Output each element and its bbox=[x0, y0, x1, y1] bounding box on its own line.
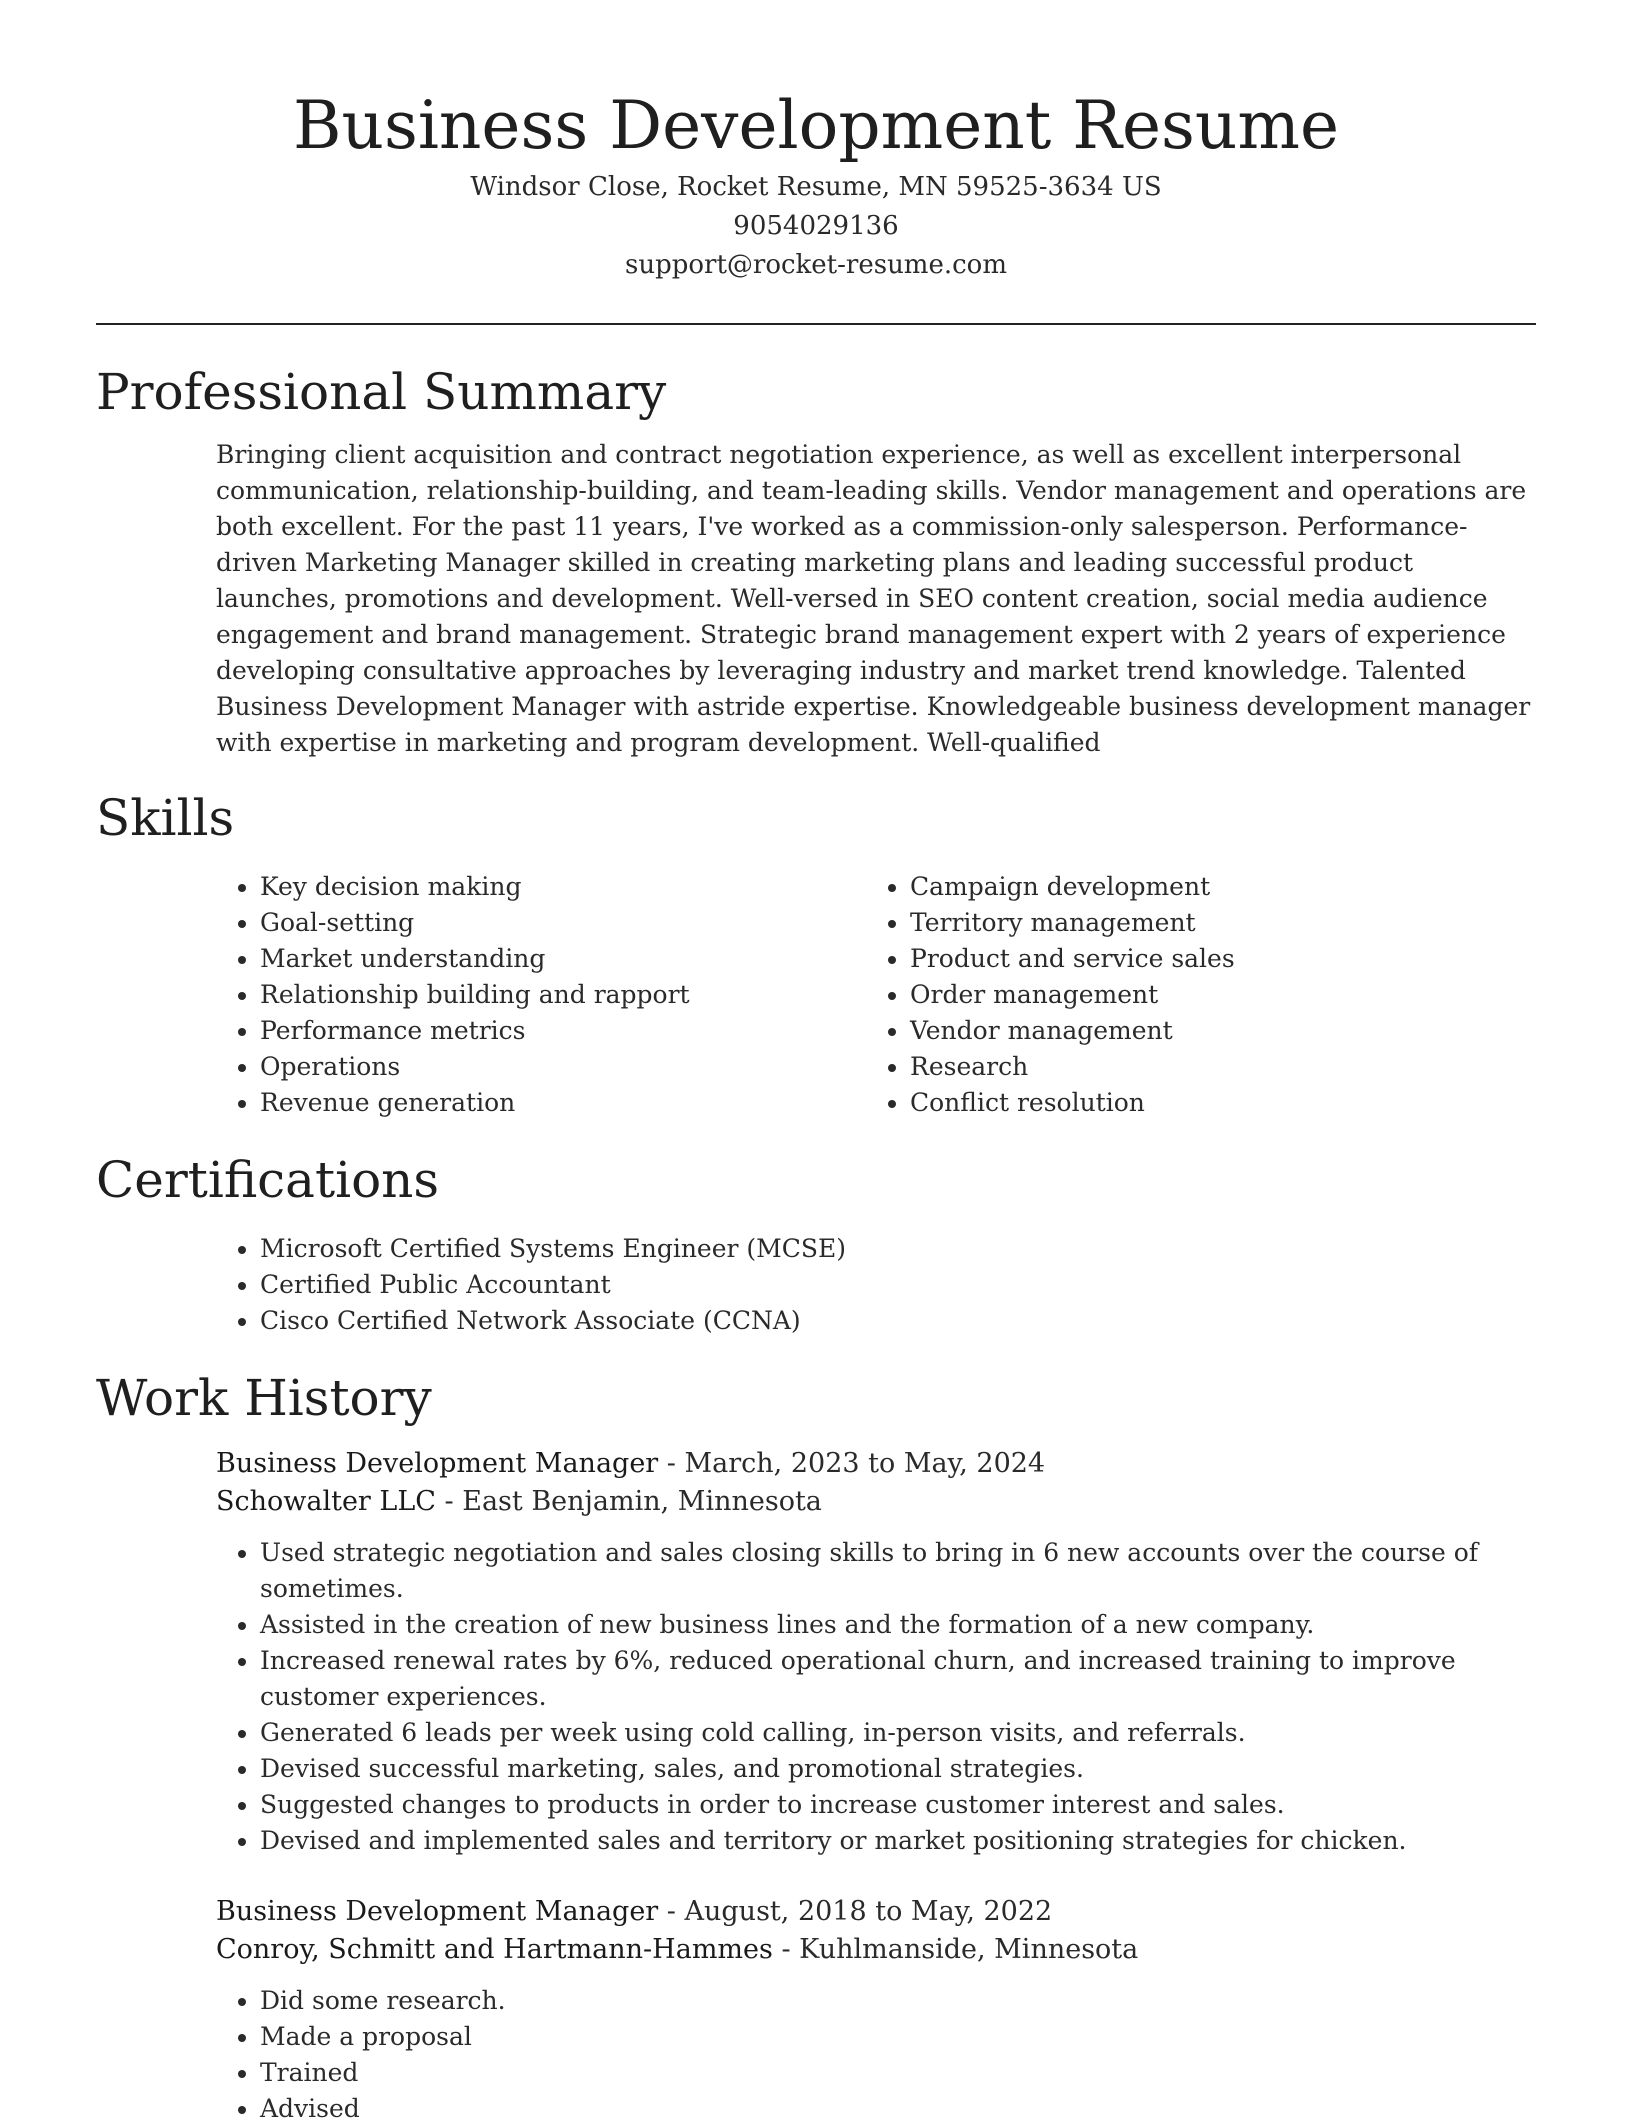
job-bullet-item: • Suggested changes to products in order to increase customer interest and sales. bbox=[260, 1787, 1536, 1823]
job-bullets-wrapper bbox=[216, 1983, 1536, 2127]
resume-name: Business Development Resume bbox=[292, 87, 1340, 164]
skills-list-right bbox=[866, 869, 1516, 1121]
skill-item: • Performance metrics bbox=[260, 1013, 866, 1049]
summary-paragraph: Bringing client acquisition and contract negotiation experience, as well as excellent interpersonal communication, relationship-building, and team-leading skills. Vendor management and operations are both excellent. For the past 11 years, I've worked as a commission-only salesperson. Performance-driven Marketing Manager skilled in creating marketing plans and leading successful product launches, promotions and development. Well-versed in SEO content creation, social media audience engagement and brand management. Strategic brand management expert with 2 years of experience developing consultative approaches by leveraging industry and market trend knowledge. Talented Business Development Manager with astride expertise. Knowledgeable business development manager with expertise in marketing and program development. Well-qualified bbox=[216, 440, 1531, 757]
job-role: Business Development Manager bbox=[216, 1448, 659, 1479]
contact-phone: 9054029136 bbox=[733, 211, 899, 241]
job-company: Schowalter LLC bbox=[216, 1486, 436, 1517]
certification-item: • Certified Public Accountant bbox=[260, 1267, 1536, 1303]
skill-item: • Conflict resolution bbox=[910, 1085, 1516, 1121]
skill-item: • Market understanding bbox=[260, 941, 866, 977]
job-bullet-item: • Used strategic negotiation and sales closing skills to bring in 6 new accounts over the course of sometimes. bbox=[260, 1535, 1536, 1607]
certifications-list bbox=[216, 1231, 1536, 1339]
job-bullet-item: • Advised bbox=[260, 2091, 1536, 2127]
work-history-section bbox=[96, 1367, 1536, 2127]
resume-page bbox=[96, 0, 1536, 2127]
skill-item: • Campaign development bbox=[910, 869, 1516, 905]
skill-item: • Order management bbox=[910, 977, 1516, 1013]
skills-section bbox=[96, 787, 1536, 1121]
professional-summary-section bbox=[96, 361, 1536, 761]
skills-column-left bbox=[216, 869, 866, 1121]
section-title-certifications: Certifications bbox=[96, 1151, 440, 1209]
job-bullet-list bbox=[216, 1983, 1536, 2127]
section-title-summary: Professional Summary bbox=[96, 363, 667, 421]
contact-address: Windsor Close, Rocket Resume, MN 59525-3634 US bbox=[470, 172, 1162, 202]
certification-item: • Cisco Certified Network Associate (CCNA) bbox=[260, 1303, 1536, 1339]
job-entry bbox=[216, 1445, 1536, 1859]
skills-list-left bbox=[216, 869, 866, 1121]
skill-item: • Research bbox=[910, 1049, 1516, 1085]
skill-item: • Territory management bbox=[910, 905, 1516, 941]
job-location: - East Benjamin, Minnesota bbox=[435, 1486, 822, 1517]
contact-email: support@rocket-resume.com bbox=[624, 250, 1007, 280]
skills-column-right bbox=[866, 869, 1516, 1121]
skill-item: • Key decision making bbox=[260, 869, 866, 905]
job-entry bbox=[216, 1893, 1536, 2127]
skill-item: • Relationship building and rapport bbox=[260, 977, 866, 1013]
skill-item: • Product and service sales bbox=[910, 941, 1516, 977]
job-company: Conroy, Schmitt and Hartmann-Hammes bbox=[216, 1934, 773, 1965]
skill-item: • Operations bbox=[260, 1049, 866, 1085]
job-bullet-item: • Devised successful marketing, sales, and promotional strategies. bbox=[260, 1751, 1536, 1787]
job-bullet-item: • Increased renewal rates by 6%, reduced operational churn, and increased training to improve customer experiences. bbox=[260, 1643, 1536, 1715]
certifications-section bbox=[96, 1149, 1536, 1339]
section-title-work-history: Work History bbox=[96, 1369, 432, 1427]
job-company-line bbox=[216, 1483, 1536, 1521]
job-bullet-item: • Assisted in the creation of new business lines and the formation of a new company. bbox=[260, 1607, 1536, 1643]
job-dates: - March, 2023 to May, 2024 bbox=[658, 1448, 1046, 1479]
job-location: - Kuhlmanside, Minnesota bbox=[772, 1934, 1139, 1965]
skill-item: • Goal-setting bbox=[260, 905, 866, 941]
job-role: Business Development Manager bbox=[216, 1896, 659, 1927]
job-bullet-item: • Did some research. bbox=[260, 1983, 1536, 2019]
skills-grid bbox=[216, 869, 1536, 1121]
certification-item: • Microsoft Certified Systems Engineer (MCSE) bbox=[260, 1231, 1536, 1267]
job-dates: - August, 2018 to May, 2022 bbox=[658, 1896, 1053, 1927]
job-bullet-item: • Trained bbox=[260, 2055, 1536, 2091]
skill-item: • Revenue generation bbox=[260, 1085, 866, 1121]
job-bullet-item: • Made a proposal bbox=[260, 2019, 1536, 2055]
job-title-line bbox=[216, 1445, 1536, 1483]
job-bullet-item: • Generated 6 leads per week using cold calling, in-person visits, and referrals. bbox=[260, 1715, 1536, 1751]
resume-header bbox=[96, 0, 1536, 285]
job-title-line bbox=[216, 1893, 1536, 1931]
certifications-list-wrapper bbox=[216, 1231, 1536, 1339]
job-bullet-item: • Devised and implemented sales and territory or market positioning strategies for chicken. bbox=[260, 1823, 1536, 1859]
job-bullets-wrapper bbox=[216, 1535, 1536, 1859]
skill-item: • Vendor management bbox=[910, 1013, 1516, 1049]
header-divider bbox=[96, 323, 1536, 325]
job-bullet-list bbox=[216, 1535, 1536, 1859]
section-title-skills: Skills bbox=[96, 789, 235, 847]
job-company-line bbox=[216, 1931, 1536, 1969]
